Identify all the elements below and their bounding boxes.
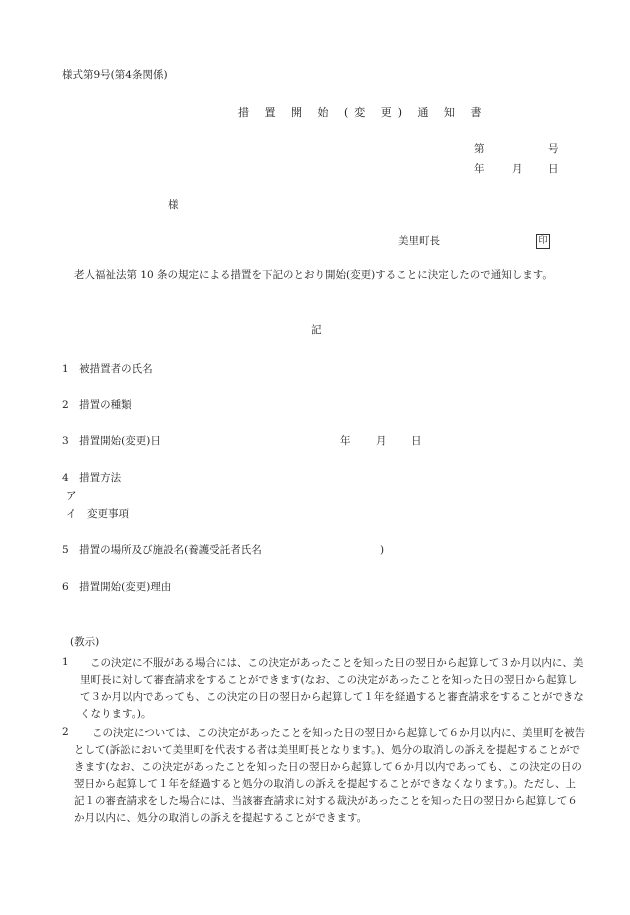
item-place: 5 措置の場所及び施設名(養護受託者氏名 <box>62 544 262 556</box>
body-text: 老人福祉法第 10 条の規定による措置を下記のとおり開始(変更)することに決定したので通知します。 <box>74 269 553 281</box>
notice-item2-text: この決定については、この決定があったことを知った日の翌日から起算して６か月以内に、美里町を被告として(訴訟において美里町を代表する者は美里町長となります。)、処分の取消しの訴えを提起することができます(なお、この決定があったことを知った日の翌日から起算して６か月以内であっても、この決定の日の翌日から起算して１年を経過すると処分の取消しの訴えを提起することができなくなります。)。ただし、上記１の審査請求をした場合には、当該審査請求に対する裁決があったことを知った日の翌日から起算して６か月以内に、処分の取消しの訴えを提起することができます。 <box>74 727 586 824</box>
doc-date-day: 日 <box>548 163 559 175</box>
seal-stamp-icon: 印 <box>536 234 550 249</box>
item-start-date-year: 年 <box>340 435 351 447</box>
ki-heading: 記 <box>311 324 322 336</box>
notice-heading: (教示) <box>70 636 100 648</box>
doc-number-suffix: 号 <box>548 143 559 155</box>
item-name: 1 被措置者の氏名 <box>62 363 153 375</box>
item-start-date-month: 月 <box>376 435 387 447</box>
form-label: 様式第9号(第4条関係) <box>62 69 168 81</box>
item-type: 2 措置の種類 <box>62 399 132 411</box>
addressee-suffix: 様 <box>168 199 179 211</box>
item-place-close: ) <box>380 544 385 556</box>
seal-mark <box>536 233 550 249</box>
notice-item1-text: この決定に不服がある場合には、この決定があったことを知った日の翌日から起算して３か月以内に、美里町長に対して審査請求をすることができます(なお、この決定があったことを知った日の翌日から起算して３か月以内であっても、この決定の日の翌日から起算して１年を経過すると審査請求をすることができなくなります。)。 <box>80 657 584 720</box>
issuer-name: 美里町長 <box>398 235 440 247</box>
item-start-date-day: 日 <box>411 435 422 447</box>
item-method-i: イ 変更事項 <box>66 508 129 520</box>
notice-item1-number: 1 <box>62 656 69 668</box>
item-method: 4 措置方法 <box>62 472 122 484</box>
doc-number-prefix: 第 <box>474 143 485 155</box>
doc-date-month: 月 <box>512 163 523 175</box>
item-method-a: ア <box>66 490 77 502</box>
item-reason: 6 措置開始(変更)理由 <box>62 581 172 593</box>
item-start-date: 3 措置開始(変更)日 <box>62 435 161 447</box>
notice-item2-number: 2 <box>62 726 69 738</box>
doc-date-year: 年 <box>474 163 485 175</box>
document-title: 措 置 開 始 (変 更) 通 知 書 <box>238 106 488 119</box>
